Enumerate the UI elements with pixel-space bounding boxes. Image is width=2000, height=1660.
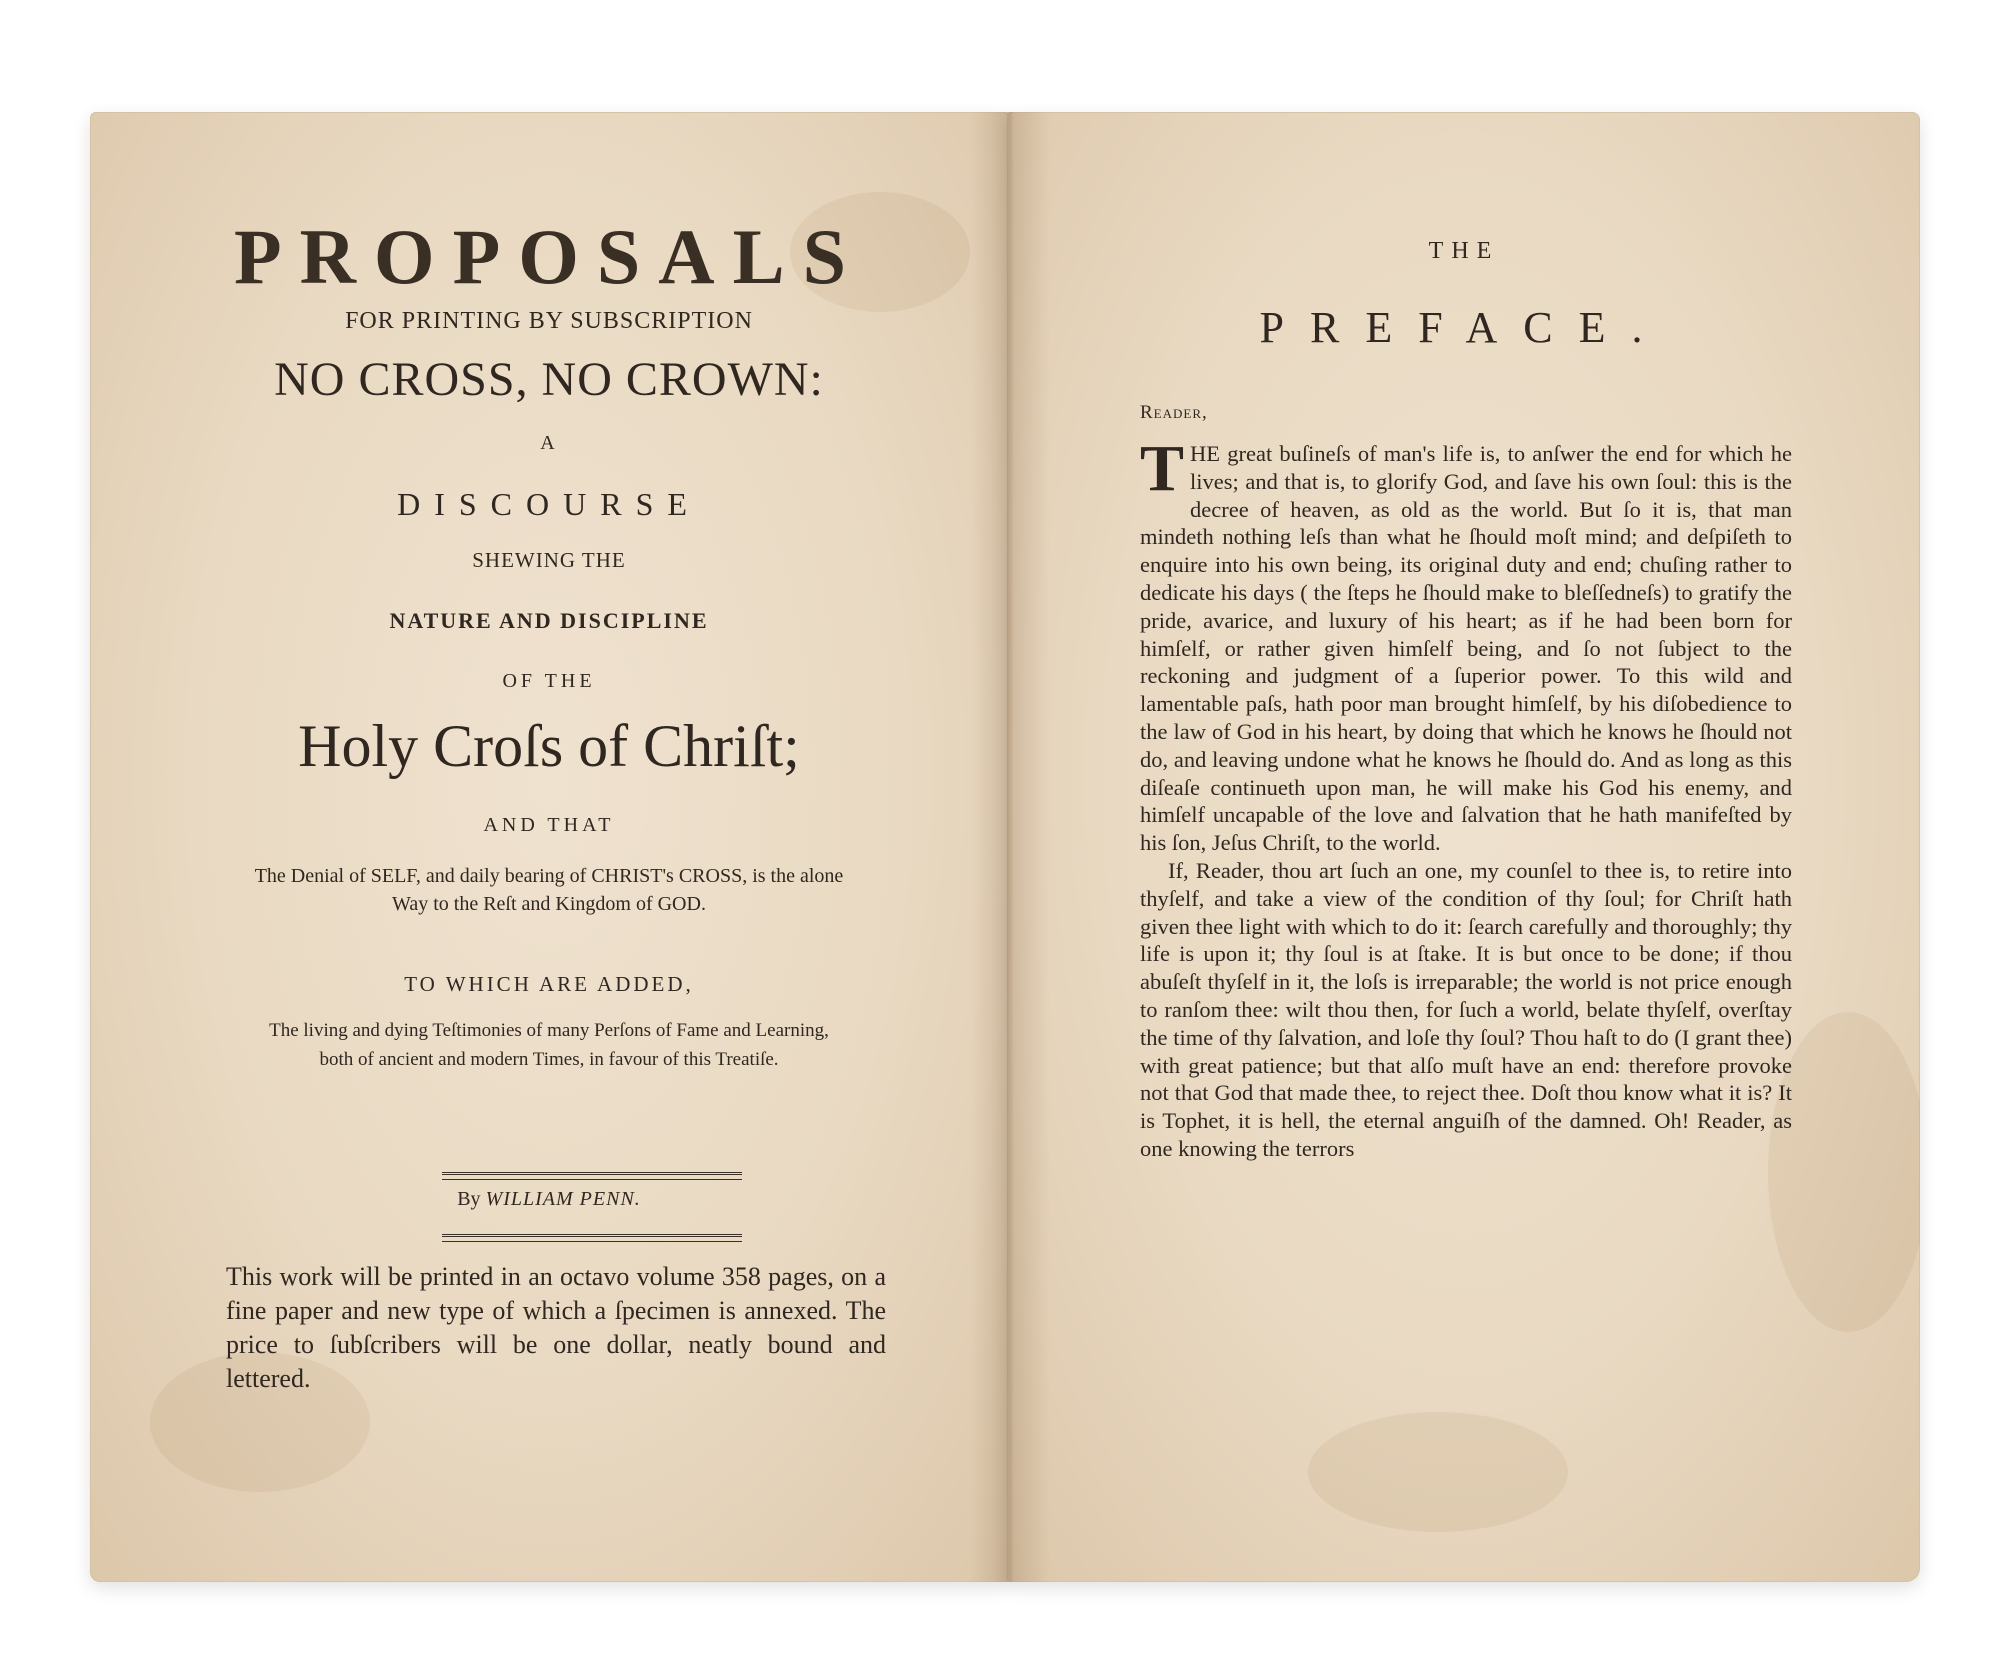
preface-heading: PREFACE. [1259, 303, 1669, 352]
nature-line: NATURE AND DISCIPLINE [389, 608, 709, 633]
subscription-line: FOR PRINTING BY SUBSCRIPTION [345, 308, 753, 334]
of-the-line: OF THE [502, 670, 596, 692]
work-notice: This work will be printed in an octavo volume 358 pages, on a fine paper and new type of which a ſpecimen is annexed. The price to ſubſcribers will be one dollar, neatly bound and lettered. [226, 1262, 886, 1393]
work-title: NO CROSS, NO CROWN: [274, 353, 824, 406]
discourse-heading: DISCOURSE [397, 486, 701, 522]
holy-cross-heading: Holy Croſs of Chriſt; [298, 713, 800, 779]
shewing-line: SHEWING THE [472, 548, 626, 572]
drop-cap: T [1140, 432, 1185, 505]
double-rule-bottom [442, 1234, 742, 1237]
testimonies-paragraph: The living and dying Teſtimonies of many Perſons of Fame and Learning, both of ancient and modern Times, in favour of this Treatiſe. [269, 1020, 829, 1070]
preface-paragraph-2: If, Reader, thou art ſuch an one, my counſel to thee is, to retire into thyſelf, and take a view of the condition of thy ſoul; for Chriſt hath given thee light with which to do it: ſearch carefully and thoroughly; thy life is upon it; thy ſoul is at ſtake. It is but once to be done; if thou abuſeſt thyſelf in it, the loſs is irreparable; the world is not price enough to ranſom thee: wilt thou then, for ſuch a world, belate thyſelf, overſtay the time of thy ſalvation, and loſe thy ſoul? Thou haſt to do (I grant thee) with great patience; but that alſo muſt have an end: therefore provoke not that God that made thee, to reject thee. Doſt thou know what it is? It is Tophet, it is hell, the eternal anguiſh of the damned. Oh! Reader, as one knowing the terrors [1140, 857, 1792, 1161]
the-heading: THE [1428, 238, 1500, 264]
denial-paragraph: The Denial of SELF, and daily bearing of CHRIST's CROSS, is the alone Way to the Reſt and Kingdom of GOD. [254, 865, 844, 915]
paper-stain [1308, 1412, 1568, 1532]
right-page [1008, 112, 1920, 1582]
preface-paragraph-1 [1140, 432, 1792, 857]
author-line [90, 1188, 1008, 1211]
by-label: By [457, 1188, 481, 1210]
and-that-line: AND THAT [483, 814, 615, 836]
open-pamphlet [90, 112, 1920, 1582]
article-a: A [540, 432, 558, 454]
double-rule-top [442, 1172, 742, 1175]
added-line: TO WHICH ARE ADDED, [404, 972, 694, 996]
left-page [90, 112, 1008, 1582]
proposals-heading: PROPOSALS [233, 213, 865, 300]
reader-salutation: Reader, [1140, 402, 1208, 423]
author-name: WILLIAM PENN. [485, 1188, 641, 1210]
paragraph-1-text: HE great buſineſs of man's life is, to anſwer the end for which he lives; and that is, to glorify God, and ſave his own ſoul: this is the decree of heaven, as old as the world. But ſo it is, that man mindeth nothing leſs than what he ſhould moſt mind; and deſpiſeth to enquire into his own being, its original duty and end; chuſing rather to dedicate his days ( the ſteps he ſhould make to bleſſedneſs) to gratify the pride, avarice, and luxury of his heart; as if he had been born for himſelf, or rather given himſelf being, and ſo not ſubject to the reckoning and judgment of a ſuperior power. To this wild and lamentable paſs, hath poor man brought himſelf, by his diſobedience to the law of God in his heart, by doing that which he knows he ſhould not do, and leaving undone what he knows he ſhould do. And as long as this diſeaſe continueth upon man, he will make his God his enemy, and himſelf uncapable of the love and ſalvation that he hath manifeſted by his ſon, Jeſus Chriſt, to the world. [1140, 441, 1792, 856]
preface-body [1140, 432, 1792, 1163]
